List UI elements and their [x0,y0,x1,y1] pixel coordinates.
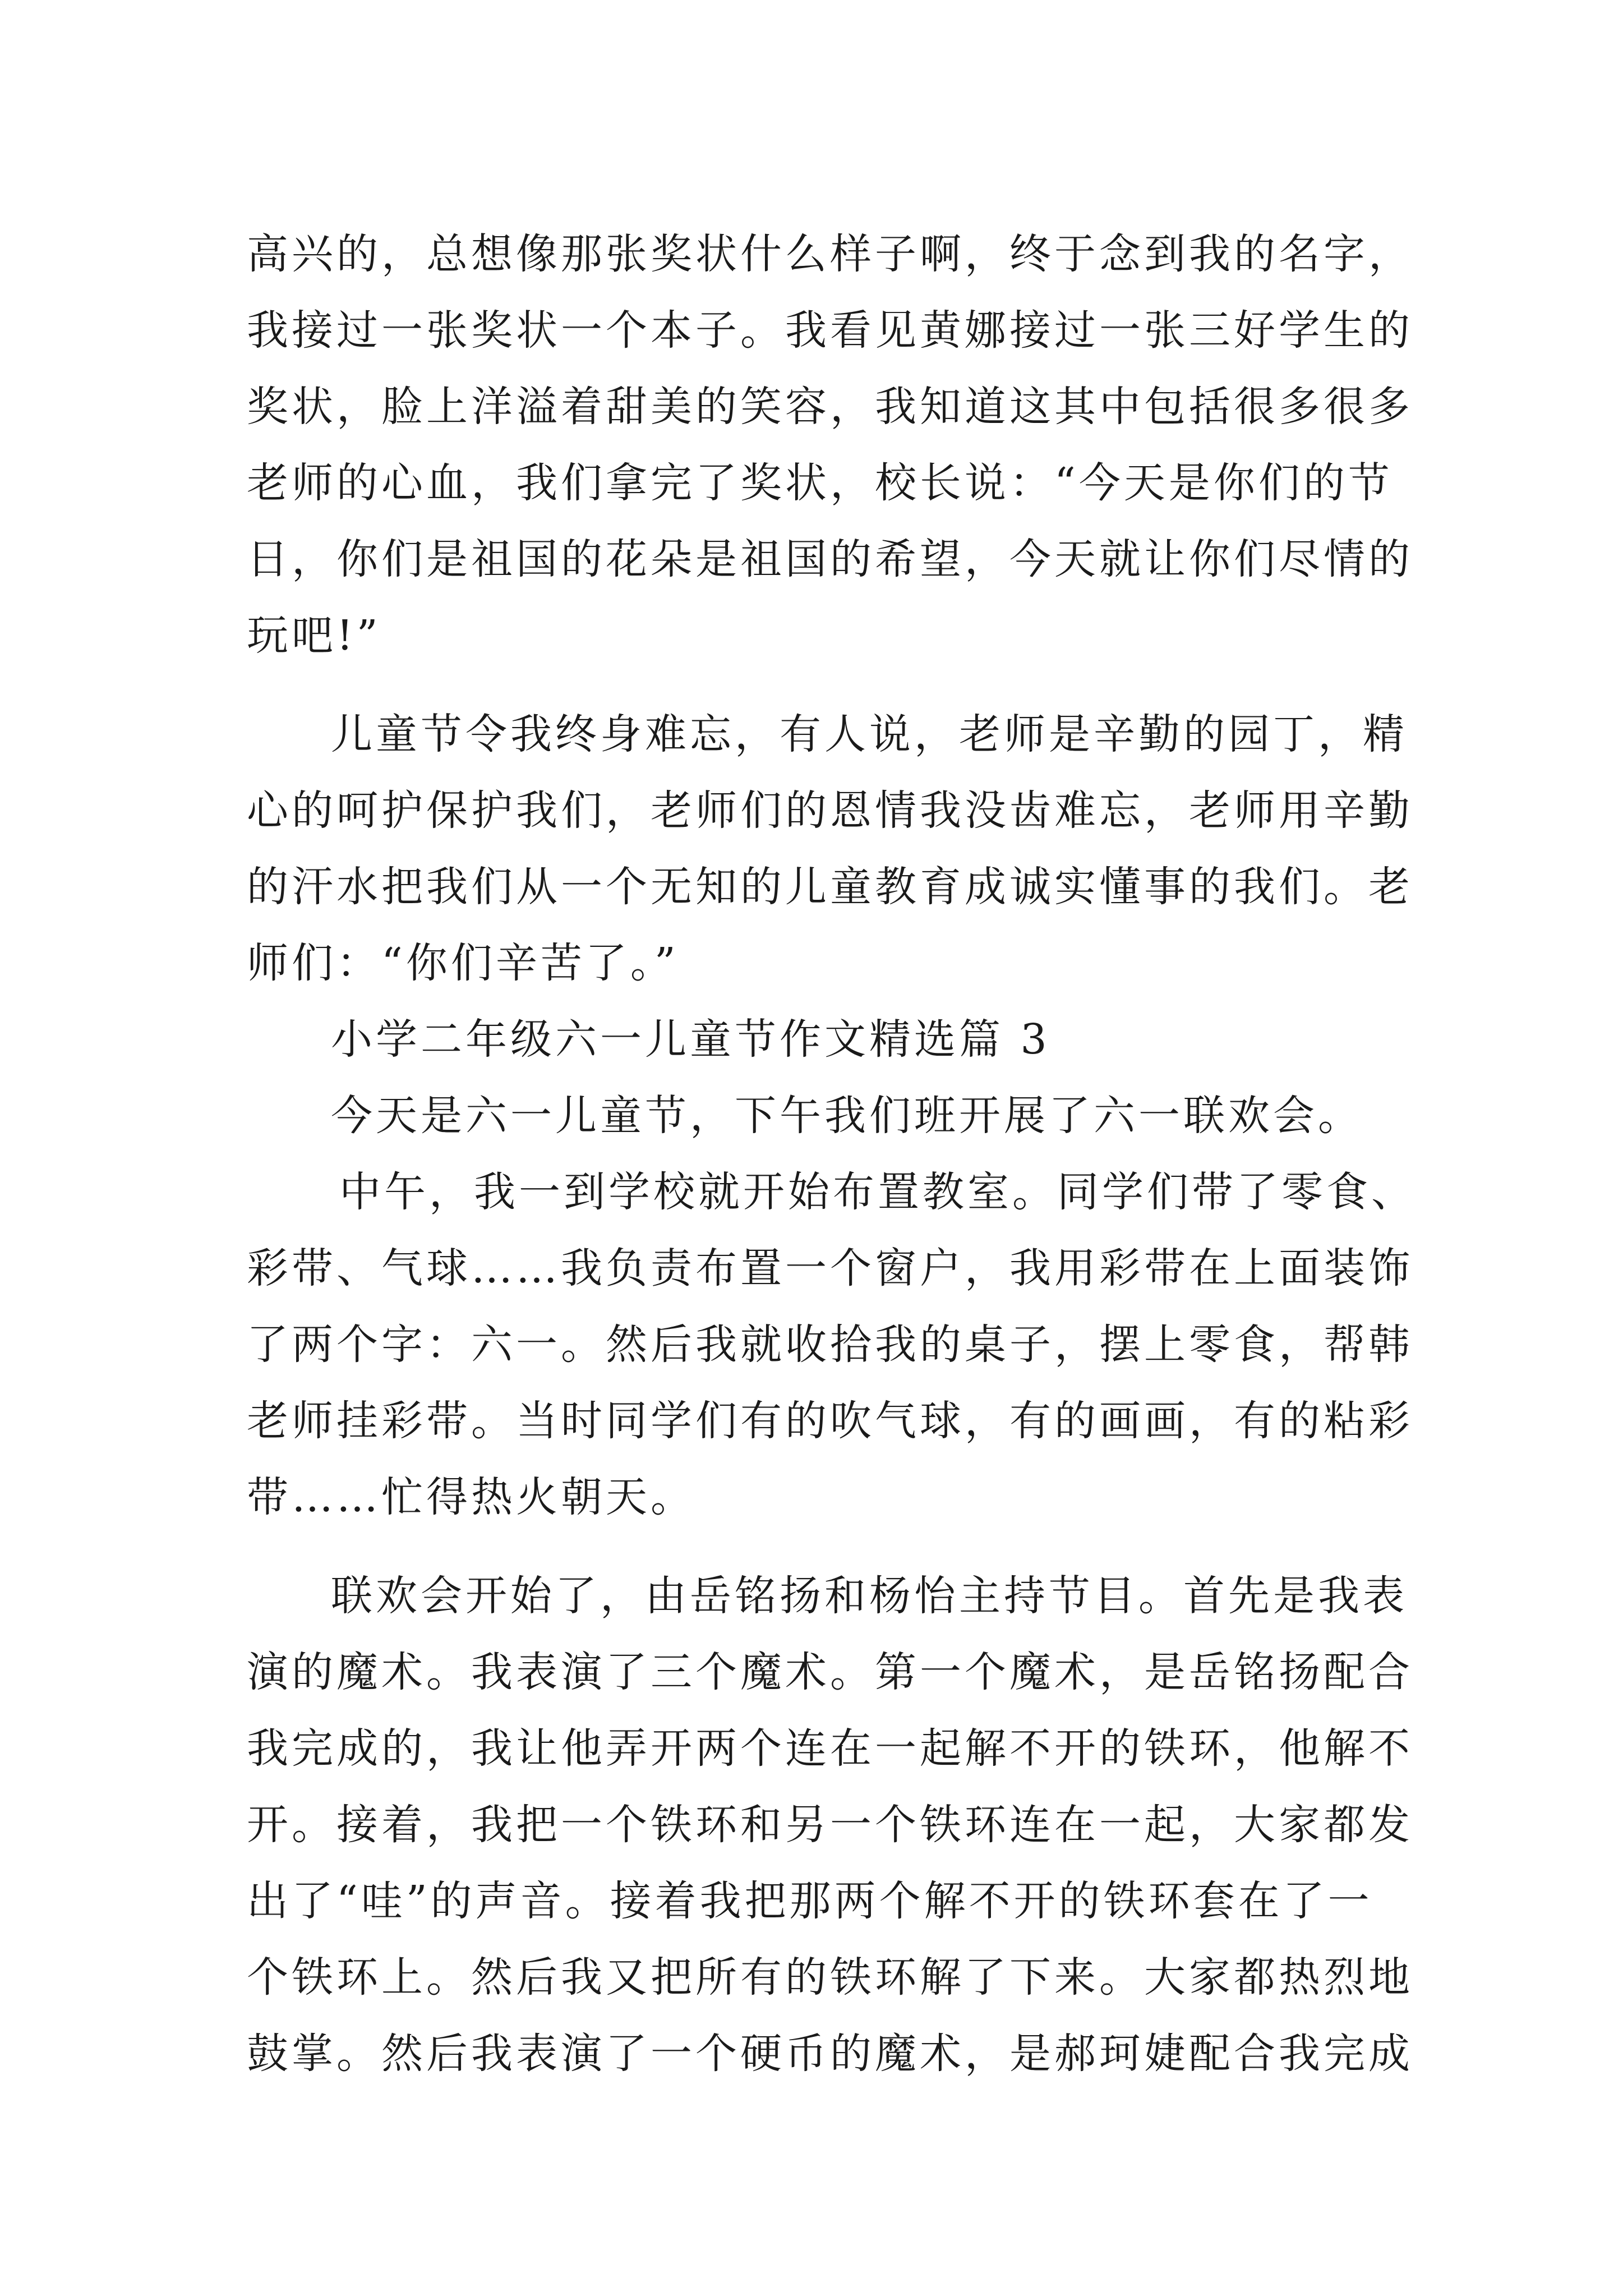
text-line: 师们：“你们辛苦了。” [247,939,679,987]
text-line: 了两个字：六一。然后我就收拾我的桌子，摆上零食，帮韩 [247,1320,1413,1369]
text-line: 日，你们是祖国的花朵是祖国的希望，今天就让你们尽情的 [247,535,1413,583]
text-line: 联欢会开始了，由岳铭扬和杨怡主持节目。首先是我表 [331,1572,1408,1620]
text-line: 高兴的，总想像那张奖状什么样子啊，终于念到我的名字， [247,230,1413,278]
text-line: 今天是六一儿童节，下午我们班开展了六一联欢会。 [331,1092,1363,1140]
text-line: 开。接着，我把一个铁环和另一个铁环连在一起，大家都发 [247,1801,1413,1849]
text-line: 奖状，脸上洋溢着甜美的笑容，我知道这其中包括很多很多 [247,383,1413,431]
text-line: 玩吧!” [247,611,381,660]
text-line: 心的呵护保护我们，老师们的恩情我没齿难忘，老师用辛勤 [247,786,1413,835]
text-line: 个铁环上。然后我又把所有的铁环解了下来。大家都热烈地 [247,1953,1413,2001]
text-line: 儿童节令我终身难忘，有人说，老师是辛勤的园丁，精 [331,710,1408,758]
text-line: 出了“哇”的声音。接着我把那两个解不开的铁环套在了一 [247,1877,1373,1925]
text-line: 的汗水把我们从一个无知的儿童教育成诚实懂事的我们。老 [247,863,1413,911]
text-line: 带……忙得热火朝天。 [247,1473,695,1521]
text-line: 老师的心血，我们拿完了奖状，校长说：“今天是你们的节 [247,459,1393,507]
essay-body [247,216,1416,2092]
text-line: 我完成的，我让他弄开两个连在一起解不开的铁环，他解不 [247,1724,1413,1773]
text-line: 老师挂彩带。当时同学们有的吹气球，有的画画，有的粘彩 [247,1397,1413,1445]
section-heading: 小学二年级六一儿童节作文精选篇 3 [331,1015,1050,1064]
text-line: 演的魔术。我表演了三个魔术。第一个魔术，是岳铭扬配合 [247,1648,1413,1696]
text-line: 我接过一张奖状一个本子。我看见黄娜接过一张三好学生的 [247,306,1413,355]
text-line: 鼓掌。然后我表演了一个硬币的魔术，是郝珂婕配合我完成 [247,2030,1413,2078]
text-line: 中午，我一到学校就开始布置教室。同学们带了零食、 [339,1168,1416,1216]
text-line: 彩带、气球……我负责布置一个窗户，我用彩带在上面装饰 [247,1244,1413,1292]
